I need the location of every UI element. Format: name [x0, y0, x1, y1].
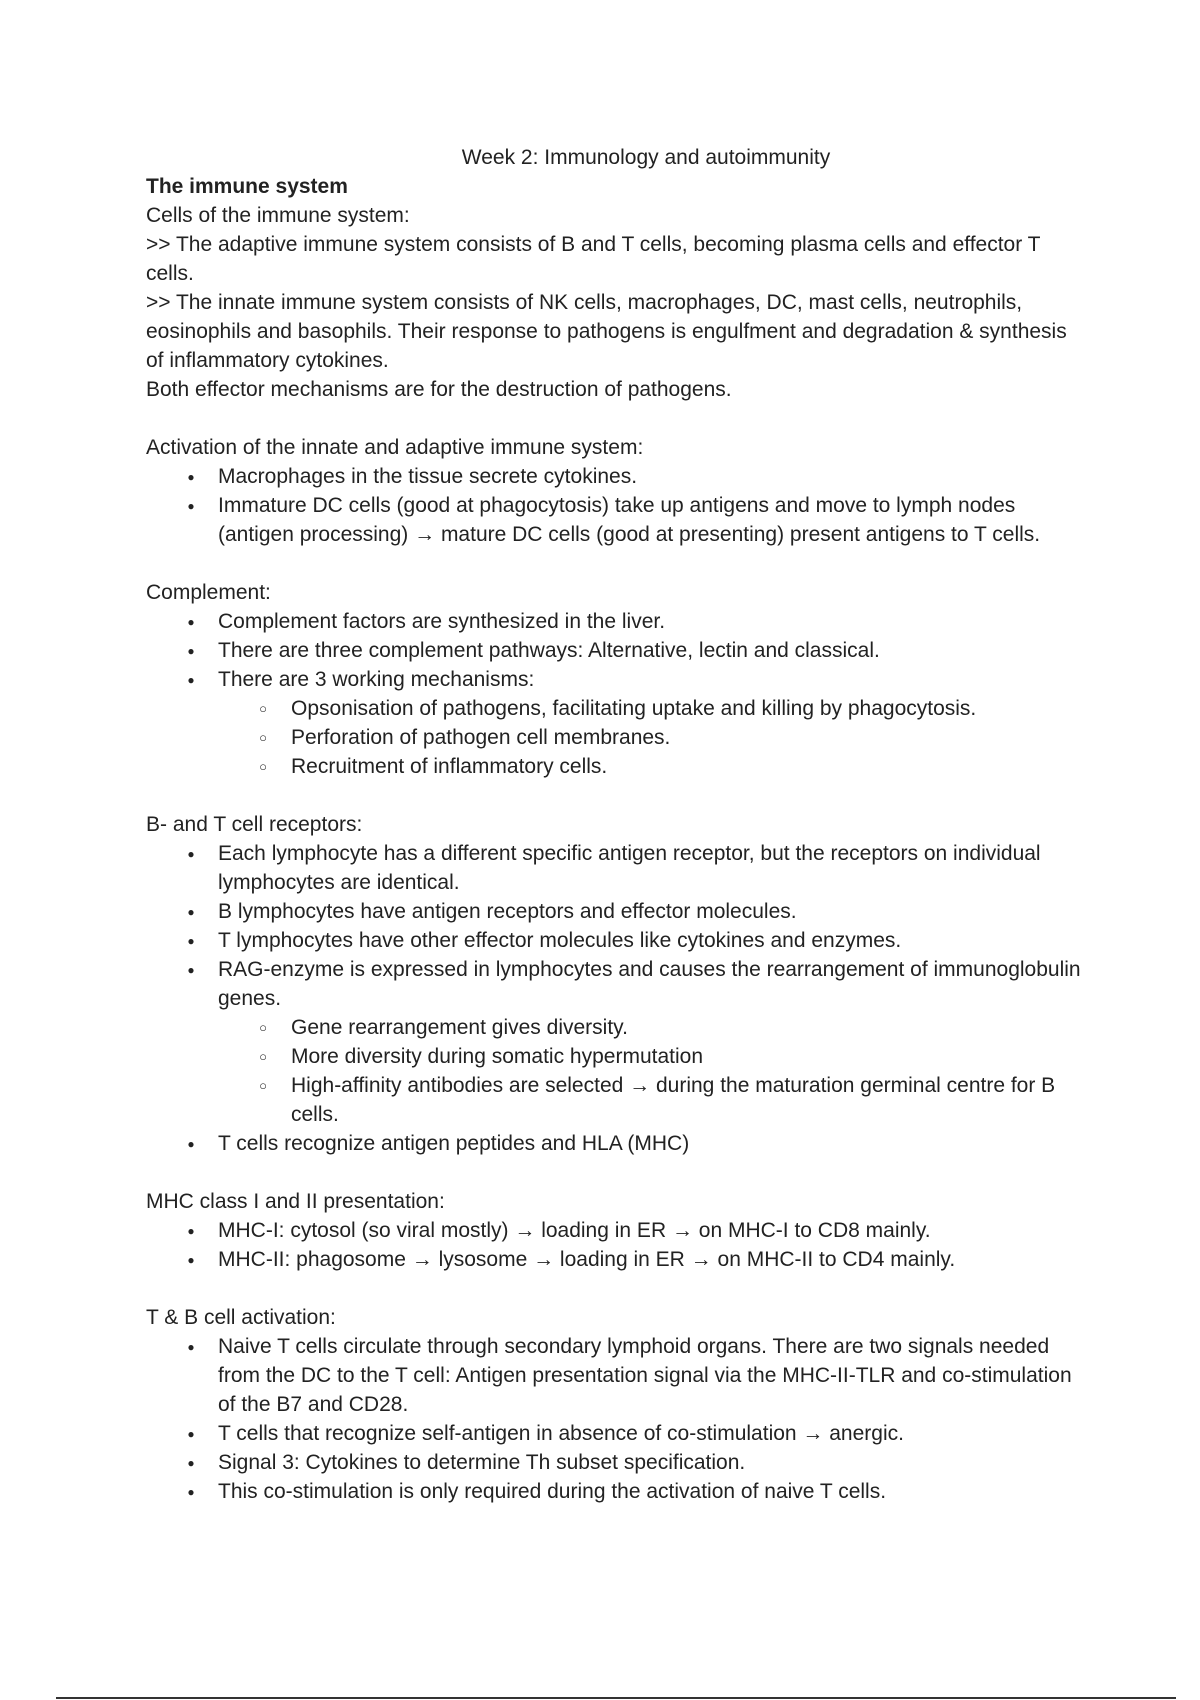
section-label: T & B cell activation:	[146, 1306, 336, 1329]
list-item: ● Macrophages in the tissue secrete cytokines.	[146, 462, 1086, 491]
bullet-icon	[184, 491, 198, 523]
list-item: ● T cells that recognize self-antigen in absence of co-stimulation → anergic.	[146, 1419, 1086, 1448]
hollow-bullet-icon	[256, 752, 270, 783]
paragraph: >> The adaptive immune system consists of B and T cells, becoming plasma cells and effector T cells.	[146, 233, 1041, 285]
list-item: ● Immature DC cells (good at phagocytosis) take up antigens and move to lymph nodes (antigen processing) → mature DC cells (good at presenting) present antigens to T cells.	[146, 491, 1086, 549]
list-item: ● B lymphocytes have antigen receptors and effector molecules.	[146, 897, 1086, 926]
list-item: ● MHC-II: phagosome → lysosome → loading in ER → on MHC-II to CD4 mainly.	[146, 1245, 1086, 1274]
bullet-icon	[184, 1477, 198, 1509]
bullet-icon	[184, 1216, 198, 1248]
bullet-list	[146, 839, 1086, 1158]
bullet-icon	[184, 1245, 198, 1277]
sub-list-item: ○ High-affinity antibodies are selected → during the maturation germinal centre for B cells.	[146, 1071, 1086, 1129]
hollow-bullet-icon	[256, 694, 270, 725]
bullet-icon	[184, 1448, 198, 1480]
bullet-list	[146, 607, 1086, 781]
page-bottom-rule	[56, 1697, 1176, 1699]
bullet-list	[146, 1216, 1086, 1274]
hollow-bullet-icon	[256, 1042, 270, 1073]
list-item: ● Each lymphocyte has a different specific antigen receptor, but the receptors on individual lymphocytes are identical.	[146, 839, 1086, 897]
document-title: Week 2: Immunology and autoimmunity	[461, 146, 831, 169]
hollow-bullet-icon	[256, 1071, 270, 1102]
bullet-icon	[184, 1332, 198, 1364]
section-heading: The immune system	[146, 175, 348, 198]
sub-list-item: ○ Opsonisation of pathogens, facilitating uptake and killing by phagocytosis.	[146, 694, 1086, 723]
list-item: ● This co-stimulation is only required during the activation of naive T cells.	[146, 1477, 1086, 1506]
section-label: MHC class I and II presentation:	[146, 1190, 445, 1213]
list-item: ● Complement factors are synthesized in the liver.	[146, 607, 1086, 636]
list-item: ● T lymphocytes have other effector molecules like cytokines and enzymes.	[146, 926, 1086, 955]
section-label: Complement:	[146, 581, 271, 604]
paragraph: >> The innate immune system consists of NK cells, macrophages, DC, mast cells, neutrophils, eosinophils and basophils. Their response to pathogens is engulfment and degradation & synthesis of inflammatory cytokines.	[146, 291, 1067, 372]
bullet-icon	[184, 839, 198, 871]
sub-list-item: ○ Gene rearrangement gives diversity.	[146, 1013, 1086, 1042]
list-item: ● There are 3 working mechanisms: ○ Opsonisation of pathogens, facilitating uptake and killing by phagocytosis. ○ Perforation of pathogen cell membranes. ○ Recruitment of inflammatory cells.	[146, 665, 1086, 781]
list-item: ● RAG-enzyme is expressed in lymphocytes and causes the rearrangement of immunoglobulin genes. ○ Gene rearrangement gives diversity. ○ More diversity during somatic hypermutation ○ High-affinity antibodies are selected → during the maturation germinal centre for B cells.	[146, 955, 1086, 1129]
bullet-icon	[184, 955, 198, 987]
bullet-icon	[184, 1129, 198, 1161]
bullet-icon	[184, 607, 198, 639]
paragraph: Cells of the immune system:	[146, 204, 410, 227]
sub-list-item: ○ More diversity during somatic hypermutation	[146, 1042, 1086, 1071]
sub-list	[218, 1013, 1086, 1129]
list-item: ● Signal 3: Cytokines to determine Th subset specification.	[146, 1448, 1086, 1477]
sub-list	[218, 694, 1086, 781]
section-label: B- and T cell receptors:	[146, 813, 363, 836]
list-item: ● There are three complement pathways: Alternative, lectin and classical.	[146, 636, 1086, 665]
paragraph: Both effector mechanisms are for the destruction of pathogens.	[146, 378, 732, 401]
hollow-bullet-icon	[256, 723, 270, 754]
list-item: ● T cells recognize antigen peptides and HLA (MHC)	[146, 1129, 1086, 1158]
bullet-list	[146, 1332, 1086, 1506]
list-item: ● MHC-I: cytosol (so viral mostly) → loading in ER → on MHC-I to CD8 mainly.	[146, 1216, 1086, 1245]
section-label: Activation of the innate and adaptive immune system:	[146, 436, 644, 459]
bullet-icon	[184, 1419, 198, 1451]
list-item: ● Naive T cells circulate through secondary lymphoid organs. There are two signals needed from the DC to the T cell: Antigen presentation signal via the MHC-II-TLR and co-stimulation of the B7 and CD28.	[146, 1332, 1086, 1419]
sub-list-item: ○ Recruitment of inflammatory cells.	[146, 752, 1086, 781]
hollow-bullet-icon	[256, 1013, 270, 1044]
bullet-icon	[184, 636, 198, 668]
bullet-icon	[184, 462, 198, 494]
sub-list-item: ○ Perforation of pathogen cell membranes.	[146, 723, 1086, 752]
bullet-list	[146, 462, 1086, 549]
bullet-icon	[184, 926, 198, 958]
document-page	[146, 143, 1086, 1506]
bullet-icon	[184, 665, 198, 697]
bullet-icon	[184, 897, 198, 929]
